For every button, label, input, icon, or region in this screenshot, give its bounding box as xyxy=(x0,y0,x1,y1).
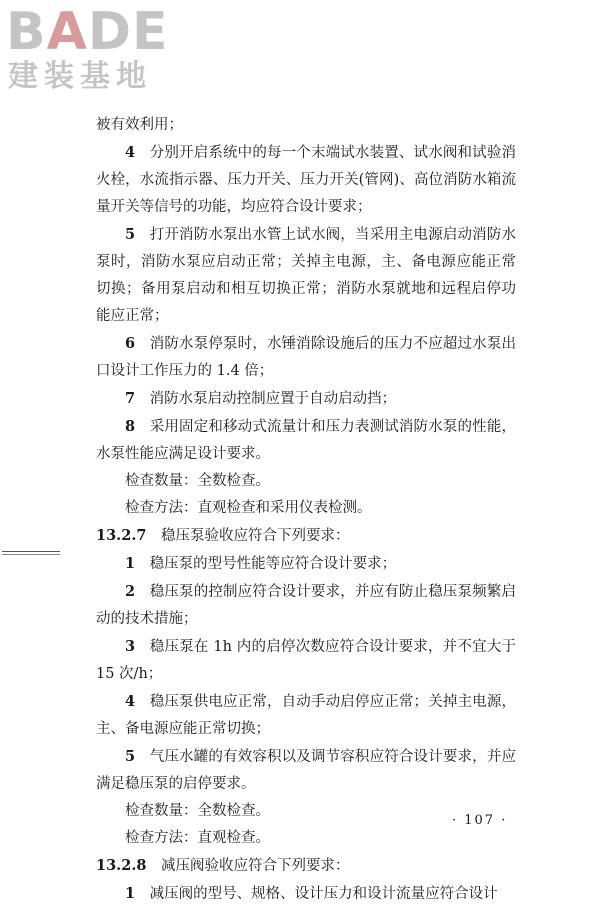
item-text: 稳压泵在 1h 内的启停次数应符合设计要求，并不宜大于 15 次/h； xyxy=(96,639,516,682)
clause-text: 稳压泵验收应符合下列要求： xyxy=(160,528,350,544)
watermark-latin-text xyxy=(6,4,169,60)
check-note xyxy=(96,468,516,495)
list-item xyxy=(96,578,516,633)
paragraph-text: 被有效利用； xyxy=(96,117,183,133)
watermark-letters-b: B xyxy=(6,2,47,62)
item-text: 消防水泵启动控制应置于自动启动挡； xyxy=(149,391,397,407)
note-text: 检查方法：直观检查和采用仪表检测。 xyxy=(125,500,372,516)
clause-number: 13.2.8 xyxy=(96,857,147,874)
item-text: 减压阀的型号、规格、设计压力和设计流量应符合设计 xyxy=(149,886,498,902)
item-text: 稳压泵的控制应符合设计要求，并应有防止稳压泵频繁启动的技术措施； xyxy=(96,584,516,627)
document-body xyxy=(96,112,516,908)
item-text: 分别开启系统中的每一个末端试水装置、试水阀和试验消火栓，水流指示器、压力开关、压力开关(管网)、高位消防水箱流量开关等信号的功能，均应符合设计要求； xyxy=(96,145,516,215)
item-number: 4 xyxy=(125,144,136,161)
list-item xyxy=(96,221,516,330)
list-item xyxy=(96,413,516,468)
item-number: 8 xyxy=(125,418,136,435)
item-number: 5 xyxy=(125,748,136,765)
page-number: · 107 · xyxy=(452,813,508,828)
item-number: 7 xyxy=(125,390,136,407)
item-number: 1 xyxy=(125,885,136,902)
paragraph-continuation xyxy=(96,112,516,139)
watermark-letter-a: A xyxy=(46,2,88,62)
item-number: 2 xyxy=(125,583,136,600)
clause-heading xyxy=(96,522,516,550)
item-text: 消防水泵停泵时，水锤消除设施后的压力不应超过水泵出口设计工作压力的 1.4 倍； xyxy=(96,336,516,379)
item-number: 6 xyxy=(125,335,136,352)
list-item xyxy=(96,330,516,385)
watermark-cjk-text: 建装基地 xyxy=(8,59,152,94)
list-item xyxy=(96,550,516,578)
note-text: 检查数量：全数检查。 xyxy=(125,803,270,819)
check-note xyxy=(96,495,516,522)
item-number: 5 xyxy=(125,226,136,243)
item-number: 3 xyxy=(125,638,136,655)
bade-watermark-logo xyxy=(6,4,186,96)
list-item xyxy=(96,880,516,908)
list-item xyxy=(96,743,516,798)
item-text: 稳压泵的型号性能等应符合设计要求； xyxy=(149,556,397,572)
item-text: 打开消防水泵出水管上试水阀，当采用主电源启动消防水泵时，消防水泵应启动正常；关掉主电源，主、备电源应能正常切换；备用泵启动和相互切换正常；消防水泵就地和远程启停功能应正常； xyxy=(96,227,516,324)
clause-heading xyxy=(96,852,516,880)
list-item xyxy=(96,385,516,413)
margin-mark xyxy=(2,551,60,555)
watermark-letters-de: DE xyxy=(87,2,169,62)
note-text: 检查数量：全数检查。 xyxy=(125,473,270,489)
list-item xyxy=(96,633,516,688)
clause-text: 减压阀验收应符合下列要求： xyxy=(160,858,350,874)
item-number: 1 xyxy=(125,555,136,572)
item-text: 气压水罐的有效容积以及调节容积应符合设计要求，并应满足稳压泵的启停要求。 xyxy=(96,749,516,792)
check-note xyxy=(96,825,516,852)
item-text: 采用固定和移动式流量计和压力表测试消防水泵的性能，水泵性能应满足设计要求。 xyxy=(96,419,516,462)
list-item xyxy=(96,688,516,743)
list-item xyxy=(96,139,516,221)
clause-number: 13.2.7 xyxy=(96,527,147,544)
item-number: 4 xyxy=(125,693,136,710)
note-text: 检查方法：直观检查。 xyxy=(125,830,270,846)
item-text: 稳压泵供电应正常，自动手动启停应正常；关掉主电源，主、备电源应能正常切换； xyxy=(96,694,516,737)
